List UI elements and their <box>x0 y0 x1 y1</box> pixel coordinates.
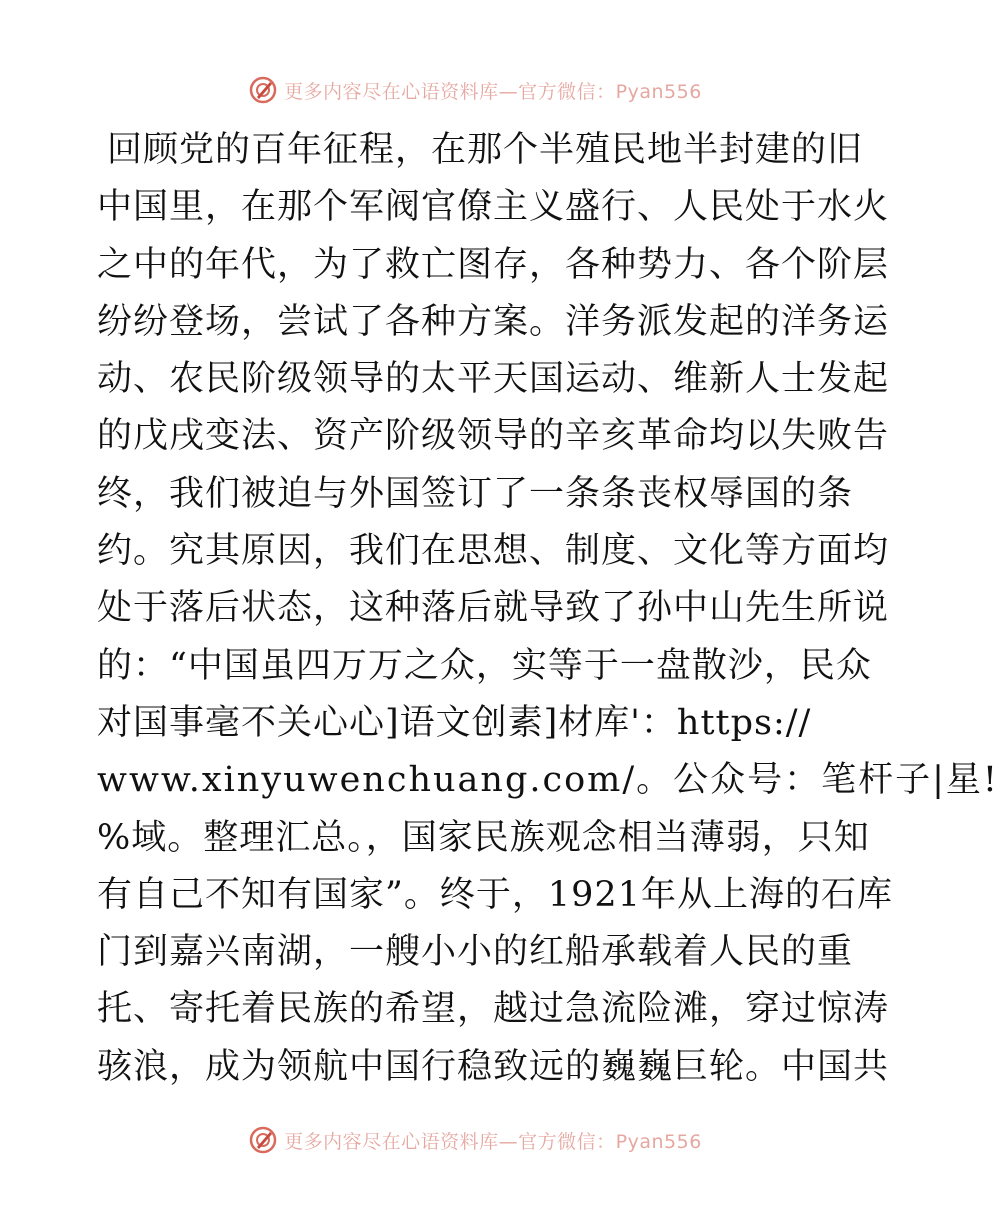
pen-logo-icon <box>248 75 278 105</box>
text-line: 对国事毫不关心心]语文创素]材库'：https:// <box>97 702 812 743</box>
article-body <box>97 122 999 1096</box>
watermark-text: 更多内容尽在心语资料库—官方微信：Pyan556 <box>284 1130 702 1153</box>
text-line: 有自己不知有国家”。终于，1921年从上海的石库 <box>97 874 893 915</box>
pen-logo-icon <box>248 1125 278 1155</box>
header-watermark <box>0 70 950 110</box>
text-line: 回顾党的百年征程，在那个半殖民地半封建的旧 <box>107 130 864 170</box>
text-line: 门到嘉兴南湖，一艘小小的红船承载着人民的重 <box>97 932 854 973</box>
text-line: 动、农民阶级领导的太平天国运动、维新人士发起 <box>97 359 890 400</box>
text-line: 处于落后状态，这种落后就导致了孙中山先生所说 <box>97 588 890 629</box>
text-line: 终，我们被迫与外国签订了一条条丧权辱国的条 <box>97 473 854 514</box>
text-line: 约。究其原因，我们在思想、制度、文化等方面均 <box>97 531 890 572</box>
text-line: 中国里，在那个军阀官僚主义盛行、人民处于水火 <box>97 187 890 228</box>
footer-watermark <box>0 1120 950 1160</box>
watermark-text: 更多内容尽在心语资料库—官方微信：Pyan556 <box>284 80 702 103</box>
text-line: 之中的年代，为了救亡图存，各种势力、各个阶层 <box>97 244 890 285</box>
text-line: 的：“中国虽四万万之众，实等于一盘散沙，民众 <box>97 645 872 686</box>
text-line: 的戊戌变法、资产阶级领导的辛亥革命均以失败告 <box>97 416 890 457</box>
text-line: www.xinyuwenchuang.com/。公众号：笔杆子|星! <box>97 760 999 801</box>
text-line: 纷纷登场，尝试了各种方案。洋务派发起的洋务运 <box>97 301 890 342</box>
text-line: 骇浪，成为领航中国行稳致远的巍巍巨轮。中国共 <box>97 1046 890 1087</box>
text-line: 托、寄托着民族的希望，越过急流险滩，穿过惊涛 <box>97 989 890 1030</box>
text-line: %域。整理汇总。，国家民族观念相当薄弱，只知 <box>97 817 870 858</box>
